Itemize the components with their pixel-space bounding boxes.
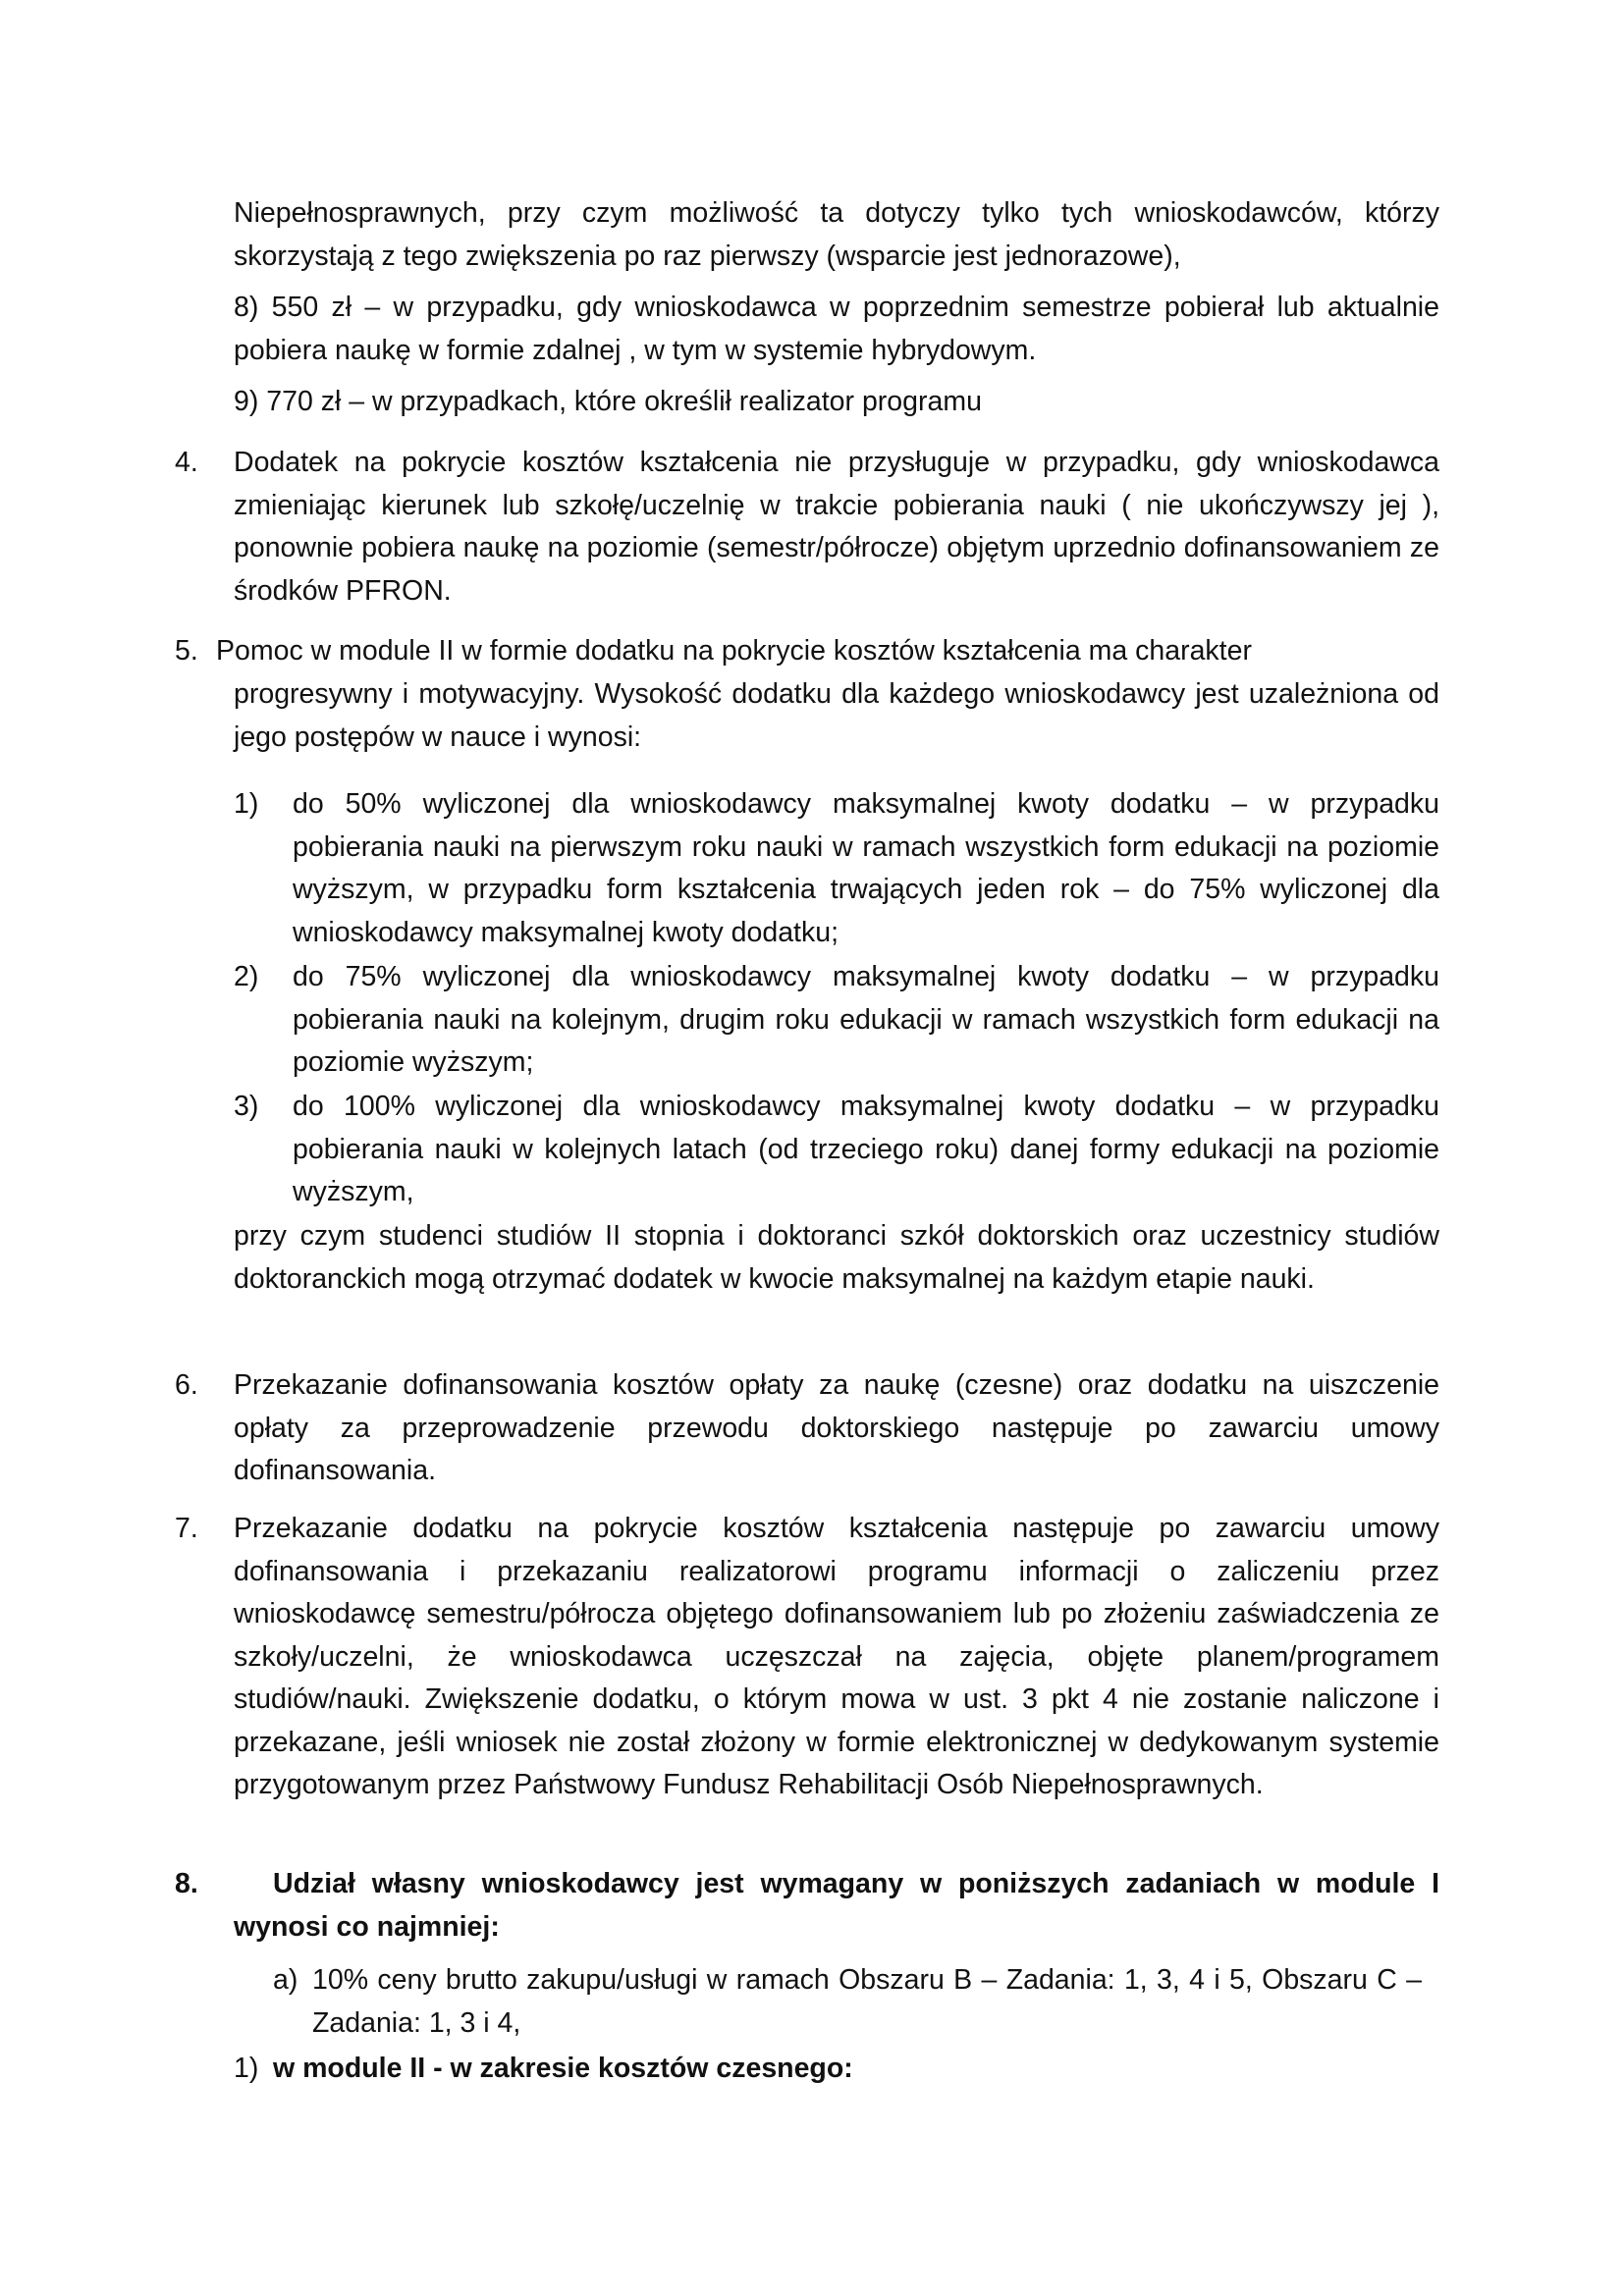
para6-number: 6. <box>175 1369 198 1401</box>
para8-item-a-number: a) <box>273 1964 298 1996</box>
para5-lead: Pomoc w module II w formie dodatku na pokrycie kosztów kształcenia ma charakter <box>216 635 1252 667</box>
para7-number: 7. <box>175 1513 198 1544</box>
para4-number: 4. <box>175 447 198 478</box>
para8-text: Udział własny wnioskodawcy jest wymagany w poniższych zadaniach w module I wynosi co najmniej: <box>234 1868 1439 1943</box>
para8-item-1-text: w module II - w zakresie kosztów czesnego: <box>273 2053 853 2084</box>
para5-number: 5. <box>175 635 198 667</box>
para5-item-3-text: do 100% wyliczonej dla wnioskodawcy maksymalnej kwoty dodatku – w przypadku pobierania nauki w kolejnych latach (od trzeciego roku) danej formy edukacji na poziomie wyższym, <box>293 1091 1439 1207</box>
para4-text: Dodatek na pokrycie kosztów kształcenia nie przysługuje w przypadku, gdy wnioskodawca zmieniając kierunek lub szkołę/uczelnię w trakcie pobierania nauki ( nie ukończywszy jej ), ponownie pobiera naukę na poziomie (semestr/półrocze) objętym uprzednio dofinansowaniem ze środków PFRON. <box>234 447 1439 607</box>
para5-text: progresywny i motywacyjny. Wysokość dodatku dla każdego wnioskodawcy jest uzależniona od jego postępów w nauce i wynosi: <box>234 678 1439 753</box>
para8-item-a-text: 10% ceny brutto zakupu/usługi w ramach Obszaru B – Zadania: 1, 3, 4 i 5, Obszaru C – Zadania: 1, 3 i 4, <box>312 1964 1422 2039</box>
para5-item-3-number: 3) <box>234 1091 259 1122</box>
para5-item-1-text: do 50% wyliczonej dla wnioskodawcy maksymalnej kwoty dodatku – w przypadku pobierania nauki na pierwszym roku nauki w ramach wszystkich form edukacji na poziomie wyższym, w przypadku form kształcenia trwających jeden rok – do 75% wyliczonej dla wnioskodawcy maksymalnej kwoty dodatku; <box>293 788 1439 948</box>
para3-item-9: 9) 770 zł – w przypadkach, które określił realizator programu <box>234 386 982 417</box>
para5-item-2-number: 2) <box>234 961 259 992</box>
para8-item-1-number: 1) <box>234 2053 259 2084</box>
para5-item-2-text: do 75% wyliczonej dla wnioskodawcy maksymalnej kwoty dodatku – w przypadku pobierania nauki na kolejnym, drugim roku edukacji w ramach wszystkich form edukacji na poziomie wyższym; <box>293 961 1439 1078</box>
para8-number: 8. <box>175 1868 198 1899</box>
para3-tail: Niepełnosprawnych, przy czym możliwość ta dotyczy tylko tych wnioskodawców, którzy skorzystają z tego zwiększenia po raz pierwszy (wsparcie jest jednorazowe), <box>234 197 1439 272</box>
para7-text: Przekazanie dodatku na pokrycie kosztów kształcenia następuje po zawarciu umowy dofinansowania i przekazaniu realizatorowi programu informacji o zaliczeniu przez wnioskodawcę semestru/półrocza objętego dofinansowaniem lub po złożeniu zaświadczenia ze szkoły/uczelni, że wnioskodawca uczęszczał na zajęcia, objęte planem/programem studiów/nauki. Zwiększenie dodatku, o którym mowa w ust. 3 pkt 4 nie zostanie naliczone i przekazane, jeśli wniosek nie został złożony w formie elektronicznej w dedykowanym systemie przygotowanym przez Państwowy Fundusz Rehabilitacji Osób Niepełnosprawnych. <box>234 1513 1439 1800</box>
para6-text: Przekazanie dofinansowania kosztów opłaty za naukę (czesne) oraz dodatku na uiszczenie opłaty za przeprowadzenie przewodu doktorskiego następuje po zawarciu umowy dofinansowania. <box>234 1369 1439 1486</box>
para5-item-1-number: 1) <box>234 788 259 820</box>
para3-item-8: 8) 550 zł – w przypadku, gdy wnioskodawca w poprzednim semestrze pobierał lub aktualnie pobiera naukę w formie zdalnej , w tym w systemie hybrydowym. <box>234 292 1439 366</box>
para5-closing: przy czym studenci studiów II stopnia i doktoranci szkół doktorskich oraz uczestnicy studiów doktoranckich mogą otrzymać dodatek w kwocie maksymalnej na każdym etapie nauki. <box>234 1220 1439 1295</box>
